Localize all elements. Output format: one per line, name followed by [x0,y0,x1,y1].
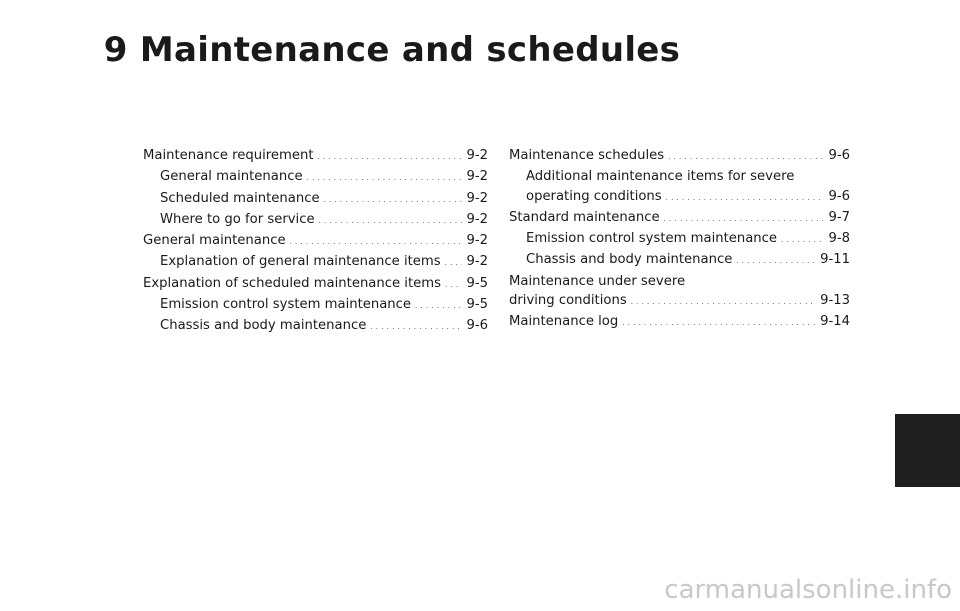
leader-dots [445,276,462,295]
toc-entry-page: 9-14 [820,314,850,330]
toc-entry[interactable] [509,187,850,208]
toc-entry-label: Explanation of general maintenance items [160,254,441,270]
leader-dots [666,189,825,208]
toc-entry[interactable] [143,167,488,188]
toc-entry-page: 9-2 [466,233,488,249]
toc-entry-label: Where to go for service [160,211,315,227]
leader-dots [318,148,463,167]
toc-entry-label: Emission control system maintenance [160,297,412,313]
toc-entry[interactable] [143,210,488,231]
toc-entry-label: Chassis and body maintenance [160,318,367,334]
toc-entry-label: Maintenance schedules [509,148,665,163]
toc-entry-page: 9-5 [466,275,488,291]
leader-dots [736,252,816,271]
toc-entry[interactable] [509,250,850,271]
toc-entry-label: Maintenance log [509,314,619,330]
watermark: carmanualsonline.info [664,575,952,605]
toc-right-column [509,146,850,334]
toc-entry-label-line1[interactable]: Maintenance under severe [509,273,686,289]
toc-entry-page: 9-2 [466,148,488,163]
page-title: 9 Maintenance and schedules [103,30,681,70]
leader-dots [622,314,816,333]
toc-left-column [143,146,488,338]
toc-entry-label: Chassis and body maintenance [526,252,733,268]
leader-dots [664,210,825,229]
leader-dots [307,169,463,188]
toc-entry[interactable] [509,312,850,333]
leader-dots [781,231,824,250]
toc-entry-page: 9-7 [828,209,850,225]
toc-entry-page: 9-6 [828,148,850,163]
leader-dots [668,148,824,167]
toc-entry-label: operating conditions [526,188,662,204]
toc-entry-label: Standard maintenance [509,209,660,225]
leader-dots [370,318,462,337]
toc-entry-label: Maintenance requirement [143,148,314,163]
toc-entry-label-line1[interactable]: Additional maintenance items for severe [526,169,795,185]
toc-entry[interactable] [509,291,850,312]
toc-entry[interactable] [509,208,850,229]
leader-dots [415,297,462,316]
toc-entry[interactable] [143,274,488,295]
toc-entry-label: General maintenance [143,233,286,249]
toc-entry-page: 9-5 [466,297,488,313]
leader-dots [324,191,463,210]
toc-entry[interactable] [143,295,488,316]
toc-entry[interactable] [509,229,850,250]
toc-entry-page: 9-13 [820,293,850,309]
toc-entry-page: 9-2 [466,190,488,206]
chapter-tab [895,414,960,487]
toc-entry[interactable] [143,146,488,167]
toc-entry-label: driving conditions [509,293,627,309]
leader-dots [631,293,816,312]
leader-dots [445,254,463,273]
toc-entry-page: 9-2 [466,254,488,270]
toc-entry-page: 9-6 [828,188,850,204]
toc-entry-page: 9-2 [466,169,488,185]
toc-entry-page: 9-6 [466,318,488,334]
toc-entry[interactable] [143,316,488,337]
toc-entry-label: General maintenance [160,169,303,185]
toc-entry[interactable] [143,189,488,210]
toc-entry-label: Emission control system maintenance [526,231,778,247]
toc-entry-page: 9-11 [820,252,850,268]
toc-entry[interactable] [143,231,488,252]
toc-entry-page: 9-8 [828,231,850,247]
toc-entry[interactable] [509,146,850,167]
toc-entry-label: Explanation of scheduled maintenance items [143,275,441,291]
toc-entry-label: Scheduled maintenance [160,190,320,206]
leader-dots [319,212,463,231]
toc-entry[interactable] [143,252,488,273]
leader-dots [290,233,463,252]
toc-entry-page: 9-2 [466,211,488,227]
